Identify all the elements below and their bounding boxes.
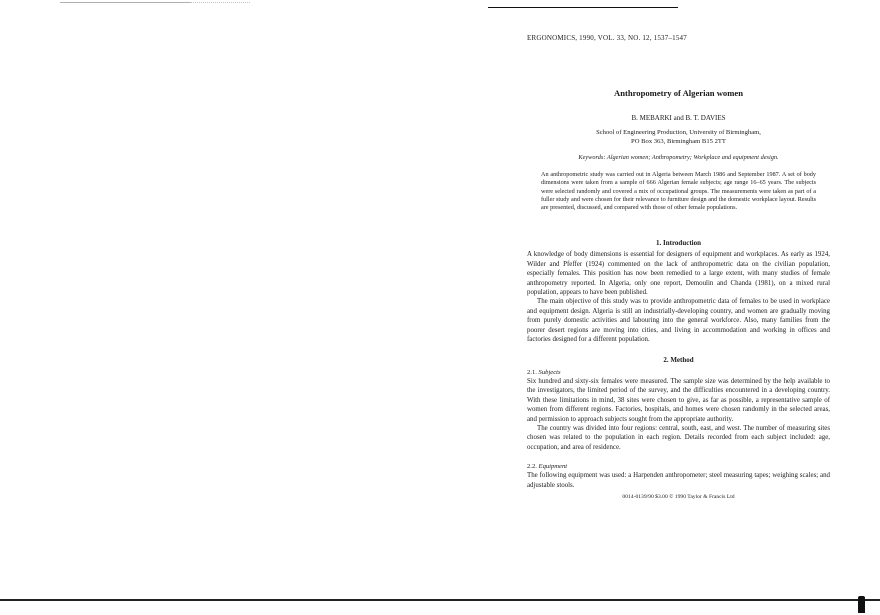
authors: B. MEBARKI and B. T. DAVIES <box>631 113 726 122</box>
affiliation <box>527 129 830 146</box>
intro-paragraph-1: A knowledge of body dimensions is essential for designers of equipment and workplaces. As early as 1924, Wilder and Pfeffer (1924) commented on the lack of anthropometric data on the civilian population, especially females. This position has now been remedied to a large extent, with many studies of female anthropometry reported. In Algeria, only one report, Demoulin and Chanda (1981), on a mixed rural population, appears to have been published. <box>527 251 830 296</box>
keywords: Keywords: Algerian women; Anthropometry; Workplace and equipment design. <box>578 154 779 162</box>
page-edge-mark <box>858 596 865 613</box>
method-paragraph-2: The country was divided into four regions: central, south, east, and west. The number of measuring sites chosen was related to the population in each region. Details recorded from each subject included: age, occupation, and area of residence. <box>527 425 830 451</box>
subsection-title: Equipment <box>538 463 568 471</box>
intro-paragraph-2: The main objective of this study was to provide anthropometric data of females to be used in workplace and equipment design. Algeria is still an industrially-developing country, and women are gradually moving from purely domestic activities and labouring into the general workforce. Also, many families from the poorer desert regions are moving into cities, and living in accommodation and working in offices and factories designed for a different population. <box>527 298 830 343</box>
method-paragraph-3: The following equipment was used: a Harpenden anthropometer; steel measuring tapes; weighing scales; and adjustable stools. <box>527 472 830 489</box>
section-heading-introduction: 1. Introduction <box>656 238 701 247</box>
subsection-heading-subjects <box>527 368 830 377</box>
section-heading-method: 2. Method <box>663 356 694 365</box>
subsection-title: Subjects <box>538 369 561 376</box>
affiliation-line-2: PO Box 363, Birmingham B15 2TT <box>631 137 726 145</box>
subsection-number: 2.1. <box>527 369 537 376</box>
journal-header: ERGONOMICS, 1990, VOL. 33, NO. 12, 1537–1547 <box>527 34 687 42</box>
affiliation-line-1: School of Engineering Production, University of Birmingham, <box>596 129 761 137</box>
bottom-edge-line <box>0 599 880 601</box>
subsection-number: 2.2. <box>527 463 537 471</box>
top-rule-left-dotted <box>190 2 250 3</box>
top-rule-left <box>60 2 190 3</box>
subsection-heading-equipment <box>527 462 830 471</box>
method-paragraph-1: Six hundred and sixty-six females were measured. The sample size was determined by the help available to the investigators, the limited period of the survey, and the difficulties encountered in a developing country. With these limitations in mind, 38 sites were chosen to give, as far as possible, a representative sample of women from different regions. Factories, hospitals, and homes were chosen randomly in the selected areas, and permission to approach subjects sought from the appropriate authority. <box>527 378 830 423</box>
copyright-footer: 0014-0139/90 $3.00 © 1990 Taylor & Francis Ltd <box>622 494 735 501</box>
article-title: Anthropometry of Algerian women <box>614 87 743 98</box>
abstract: An anthropometric study was carried out in Algeria between March 1986 and September 1987. A set of body dimensions were taken from a sample of 666 Algerian female subjects; age range 16–65 years. The subjects were selected randomly and covered a mix of occupational groups. The measurements were taken as part of a fuller study and were chosen for their relevance to furniture design and the domestic workplace layout. Results are presented, discussed, and compared with those of other female populations. <box>541 170 816 212</box>
top-rule-right <box>488 7 678 8</box>
article-page <box>527 34 830 502</box>
